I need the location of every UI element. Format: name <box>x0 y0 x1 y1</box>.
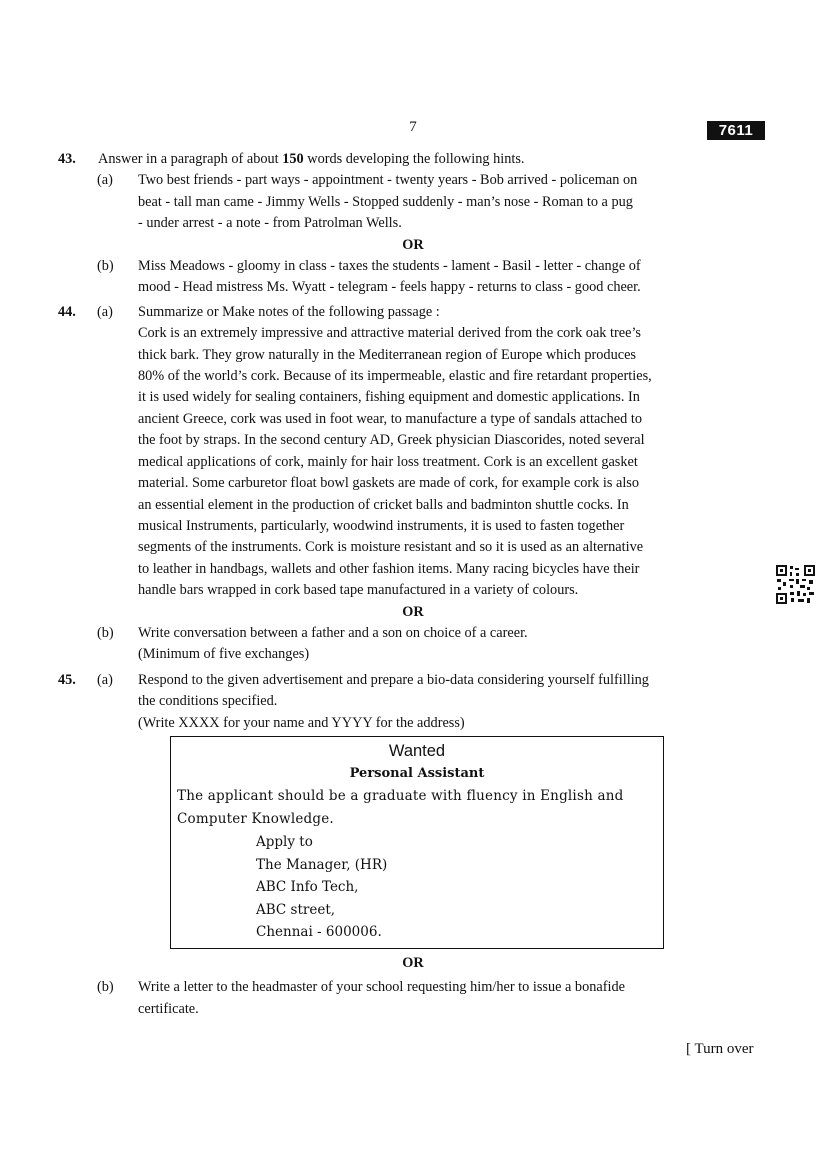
question-45-option-b: (b) Write a letter to the headmaster of your school requesting him/her to issue a bonafide certificate. <box>97 979 625 1017</box>
question-number: 43. <box>58 151 76 167</box>
question-list <box>0 149 826 1020</box>
question-45-option-a: 45. (a) Respond to the given advertisement and prepare a bio-data considering yourself fulfilling the conditions specified. (Write XXXX for your name and YYYY for the address) <box>58 671 649 731</box>
paper-code-badge: 7611 <box>707 121 765 140</box>
or-divider: OR <box>402 954 424 971</box>
or-divider: OR <box>402 603 424 620</box>
question-43-option-a: (a) Two best friends - part ways - appointment - twenty years - Bob arrived - policeman on beat - tall man came - Jimmy Wells - Stopped suddenly - man’s nose - Roman to a pug - under arrest - a note - from Patrolman Wells. <box>97 172 638 232</box>
ad-title: Wanted <box>388 741 446 760</box>
question-43-option-b: (b) Miss Meadows - gloomy in class - taxes the students - lament - Basil - letter - change of mood - Head mistress Ms. Wyatt - telegram - feels happy - returns to class - good cheer. <box>97 258 641 296</box>
ad-subtitle: Personal Assistant <box>349 765 485 781</box>
page-number: 7 <box>409 119 417 135</box>
option-label: (b) <box>97 258 114 275</box>
option-label: (a) <box>97 303 113 320</box>
option-label: (a) <box>97 671 113 688</box>
turn-over-note: [ Turn over <box>686 1041 754 1057</box>
option-label: (b) <box>97 624 114 641</box>
question-44-option-b: (b) Write conversation between a father and a son on choice of a career. (Minimum of five exchanges) <box>97 624 528 663</box>
question-number: 45. <box>58 671 76 688</box>
option-label: (a) <box>97 172 113 189</box>
question-number: 44. <box>58 303 76 320</box>
or-divider: OR <box>402 236 424 253</box>
ad-body: The applicant should be a graduate with fluency in English and Computer Knowledge. <box>177 787 624 827</box>
option-label: (b) <box>97 979 114 996</box>
ad-address: Apply to The Manager, (HR) ABC Info Tech, ABC street, Chennai - 600006. <box>256 833 388 941</box>
advertisement-box <box>170 736 664 949</box>
question-43-prompt: 43. Answer in a paragraph of about 150 words developing the following hints. <box>0 149 826 170</box>
question-44-option-a: 44. (a) Summarize or Make notes of the following passage : Cork is an extremely impressive and attractive material derived from the cork oak tree’s thick bark. They grow naturally in the Mediterranean region of Europe which produces 80% of the world’s cork. Because of its impermeable, elastic and fire retardant properties, it is used widely for sealing containers, fishing equipment and domestic applications. In ancient Greece, cork was used in foot wear, to manufacture a type of sandals attached to the foot by straps. In the second century AD, Greek physician Diascorides, noted several medical applications of cork, mainly for hair loss treatment. Cork is an excellent gasket material. Some carburetor float bowl gaskets are made of cork, for example cork is also an essential element in the production of cricket balls and badminton shuttle cocks. In musical Instruments, particularly, woodwind instruments, it is used to fasten together segments of the instruments. Cork is moisture resistant and so it is used as an alternative to leather in handbags, wallets and other fashion items. Many racing bicycles have their handle bars wrapped in cork based tape manufactured in a variety of colours. <box>58 303 652 599</box>
